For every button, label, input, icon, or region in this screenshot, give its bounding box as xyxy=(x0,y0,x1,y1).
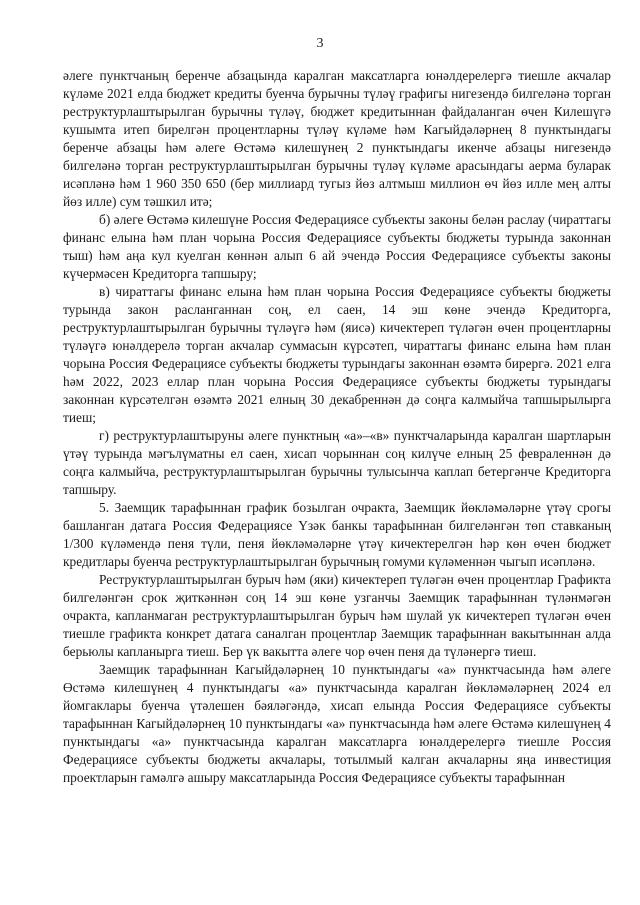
document-body xyxy=(63,67,611,787)
page-number: 3 xyxy=(316,36,324,51)
paragraph-item-b: б) әлеге Өстәмә килешүне Россия Федерациясе субъекты законы белән раслау (чираттагы финанс елына һәм план чорына Россия Федерациясе субъекты бюджеты турында законнан тыш) һәм аңа кул куелган көннән алып 6 ай эчендә Россия Федерациясе субъекты законы күчермәсен Кредиторга тапшыру; xyxy=(63,212,611,281)
paragraph-restructured-debt: Реструктурлаштырылган бурыч һәм (яки) кичектереп түләгән өчен процентлар Графикта билгеләнгән срок җиткәннән соң 14 эш көне узганчы Заемщик тарафыннан түләнмәгән очракта, капланмаган реструктурлаштырылган бурыч һәм шулай ук кичектереп түләгән өчен тиешле графикта конкрет датага саналган процентлар Заемщик тарафыннан вакытыннан алда берьюлы капланырга тиеш. Бер үк вакытта әлеге чор өчен пеня да түләнергә тиеш. xyxy=(63,572,611,659)
paragraph-assessment-2024: Заемщик тарафыннан Кагыйдәләрнең 10 пунктындагы «а» пунктчасында һәм әлеге Өстәмә килешүнең 4 пунктындагы «а» пунктчасында каралган йөкләмәләрнең 2024 ел йомгаклары буенча үтәлешен бәяләгәндә, хисап елында Россия Федерациясе субъекты тарафыннан Кагыйдәләрнең 10 пунктындагы «а» пунктчасында һәм әлеге Өстәмә килешүнең 4 пунктындагы «а» пунктчасында каралган максатларга юнәлдерелергә тиешле Россия Федерациясе субъекты бюджеты акчалары, тотылмый калган акчаларны яңа инвестиция проектларын гамәлгә ашыру максатларында Россия Федерациясе субъекты тарафыннан xyxy=(63,662,611,785)
paragraph-item-g: г) реструктурлаштыруны әлеге пунктның «а»–«в» пунктчаларында каралган шартларын үтәү турында мәгълүматны ел саен, хисап чорыннан соң килүче елның 25 февраленнән дә соңга калмыйча, реструктурлаштырылган бурычны тулысынча каплап бетергәнче Кредиторга тапшыру. xyxy=(63,428,611,497)
paragraph-clause-5: 5. Заемщик тарафыннан график бозылган очракта, Заемщик йөкләмәләрне үтәү срогы башланган датага Россия Федерациясе Үзәк банкы тарафыннан билгеләнгән төп ставканың 1/300 күләмендә пеня түли, пеня йөкләмәләрне үтәү кичектерелгән һәр көн өчен бюджет кредитлары буенча реструктурлаштырылган бурычның гомуми күләменнән чыгып исәпләнә. xyxy=(63,500,611,569)
paragraph-continuation: әлеге пунктчаның беренче абзацында каралган максатларга юнәлдерелергә тиешле акчалар күләме 2021 елда бюджет кредиты буенча бурычны түләү графигы нигезендә билгеләнә торган реструктурлаштырылган бурычны түләү, бюджет кредитыннан файдаланган өчен Килешүгә кушымта итеп бирелгән процентларны түләү күләме һәм Кагыйдәләрнең 8 пунктындагы беренче абзацы һәм әлеге Өстәмә килешүнең 2 пунктындагы икенче абзацы нигезендә билгеләнә торган реструктурлаштырылган бурычны түләү күләме арасындагы аерма буларак исәпләнә һәм 1 960 350 650 (бер миллиард тугыз йөз алтмыш миллион өч йөз илле мең алты йөз илле) сум тәшкил итә; xyxy=(63,68,611,209)
paragraph-item-v: в) чираттагы финанс елына һәм план чорына Россия Федерациясе субъекты бюджеты турында закон расланганнан соң, ел саен, 14 эш көне эчендә Кредиторга, реструктурлаштырылган бурычны түләүгә һәм (яисә) кичектереп түләгән өчен процентларны түләүгә юнәлдерелә торган акчалар суммасын күрсәтеп, чираттагы финанс елына һәм план чорына Россия Федерациясе субъекты бюджеты турындагы законнан өзәмтә бирергә. 2021 елга һәм 2022, 2023 еллар план чорына Россия Федерациясе субъекты бюджеты турындагы законнан күрсәтелгән өзәмтә 2021 елның 30 декабреннән дә соңга калмыйча тапшырылырга тиеш; xyxy=(63,284,611,425)
